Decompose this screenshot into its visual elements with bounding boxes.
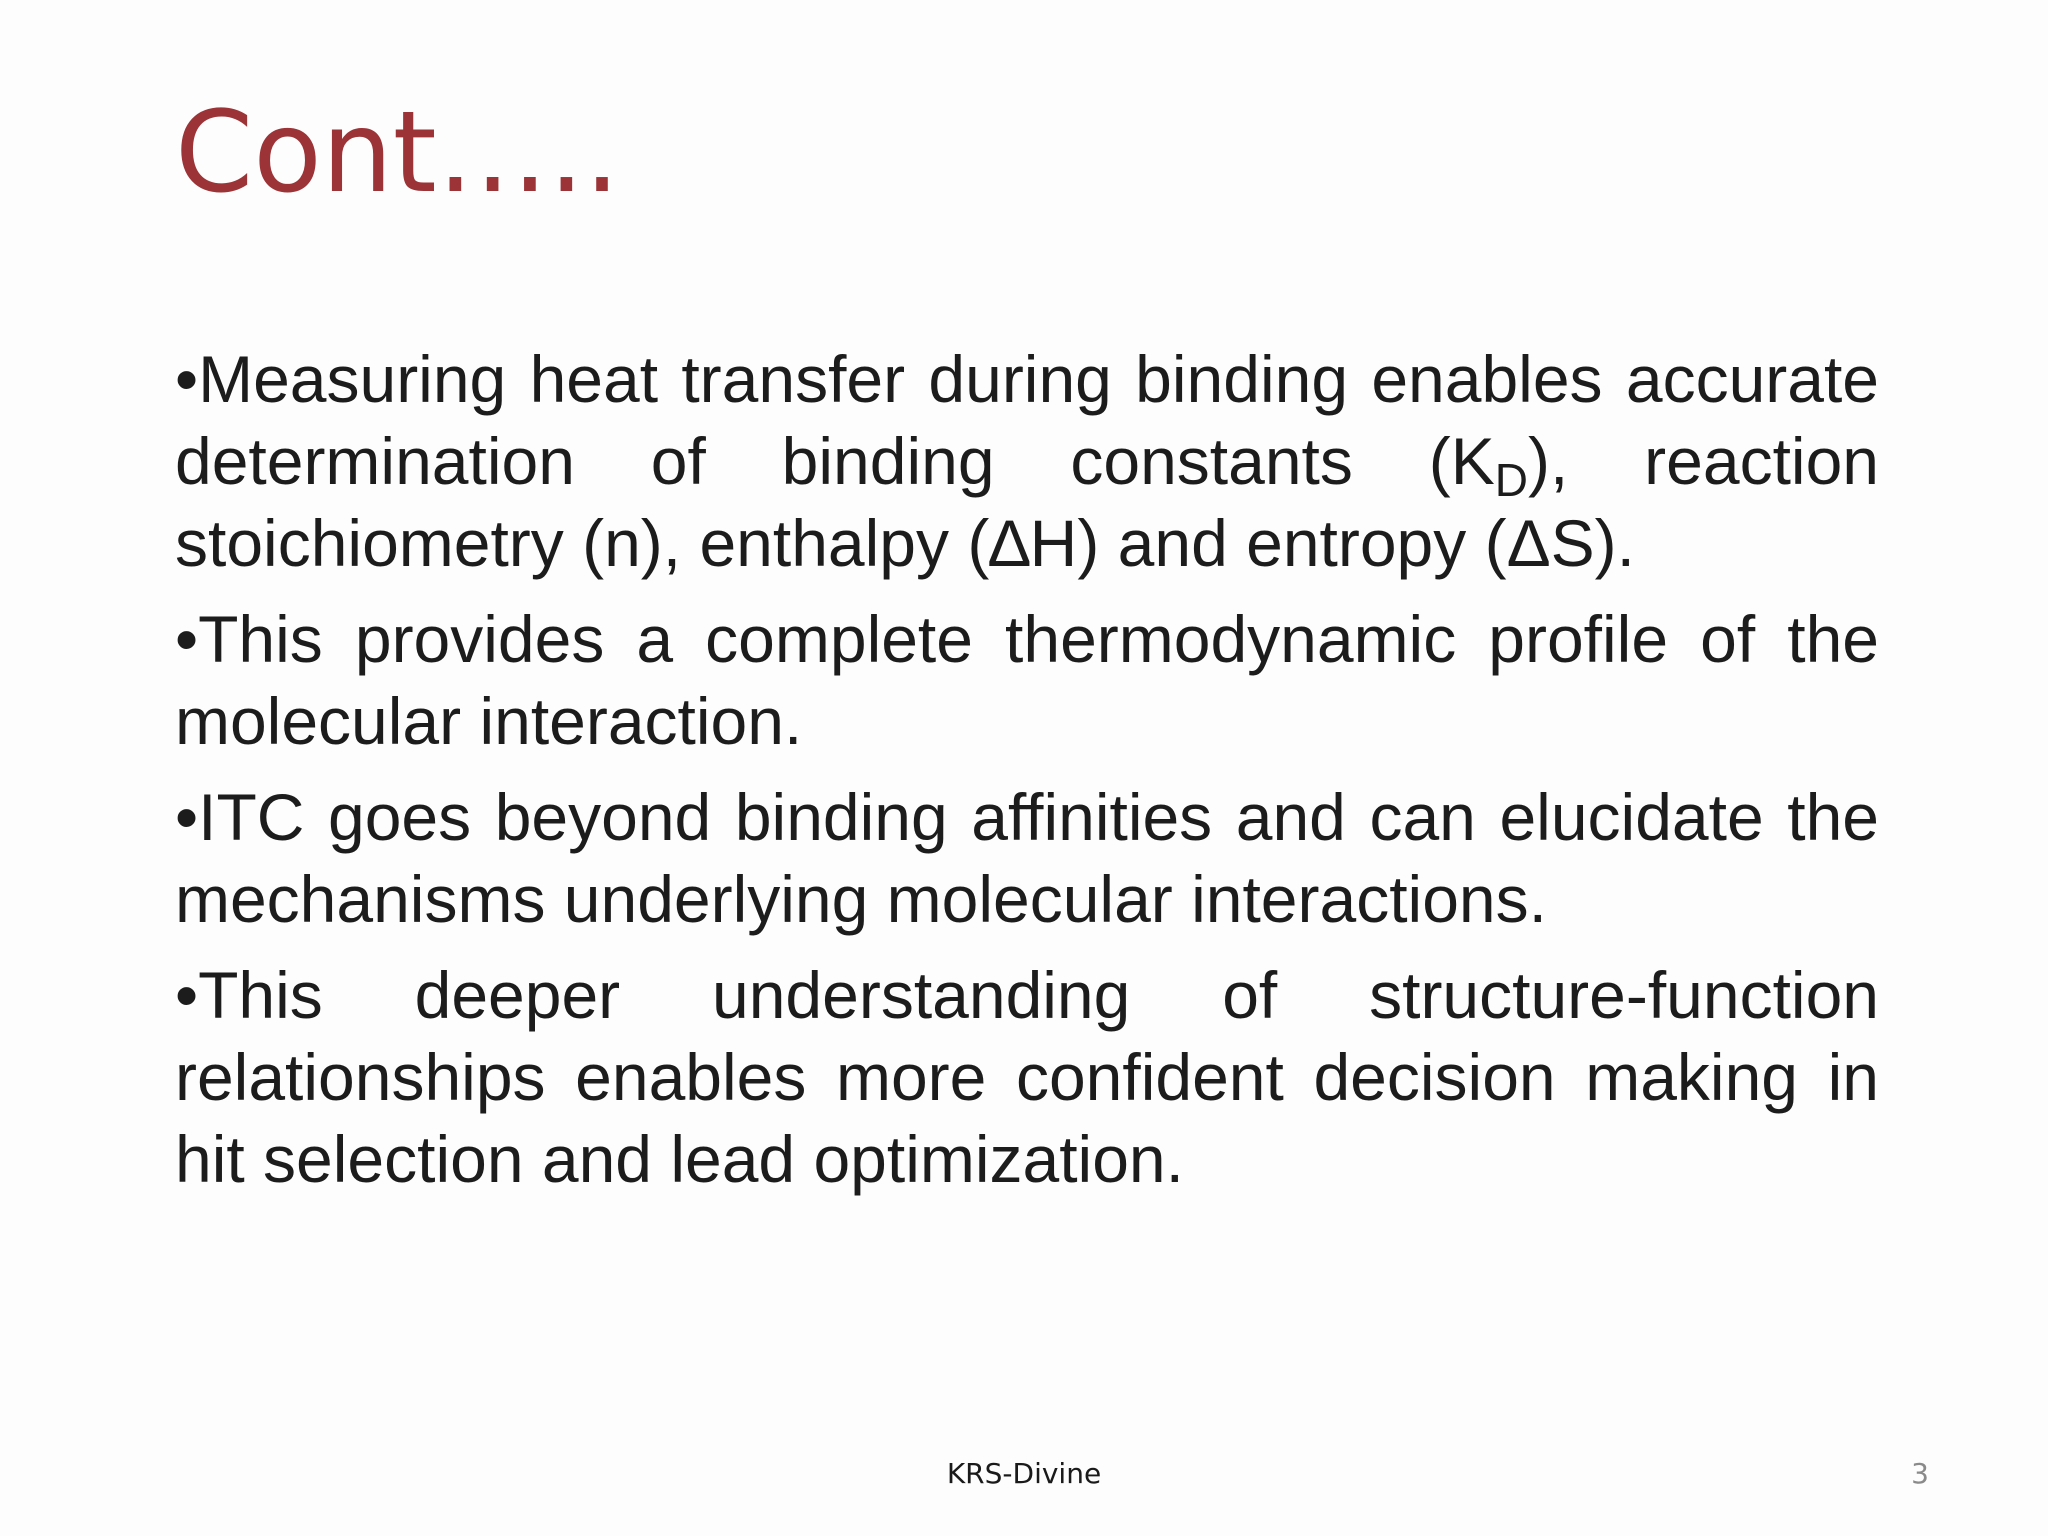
bullet-itc-mechanisms: •ITC goes beyond binding affinities and can elucidate the mechanisms underlying molecular interactions.	[175, 780, 1879, 936]
slide-title: Cont…..	[175, 88, 620, 218]
page-number: 3	[1911, 1457, 1929, 1490]
bullet-structure-function: •This deeper understanding of structure-function relationships enables more confident decision making in hit selection and lead optimization.	[175, 958, 1879, 1196]
bullet-text-start: •Measuring heat transfer during binding enables accurate determination of binding constants (K	[175, 342, 1879, 498]
bullet-text-end: ), reaction stoichiometry (n), enthalpy (∆H) and entropy (ΔS).	[175, 424, 1879, 580]
bullet-thermodynamic-profile: •This provides a complete thermodynamic profile of the molecular interaction.	[175, 602, 1879, 758]
slide-footer: KRS-Divine	[946, 1457, 1102, 1490]
kd-subscript: D	[1494, 454, 1528, 506]
bullet-binding-measurement	[175, 338, 1879, 584]
bullet-list	[175, 338, 1879, 1200]
